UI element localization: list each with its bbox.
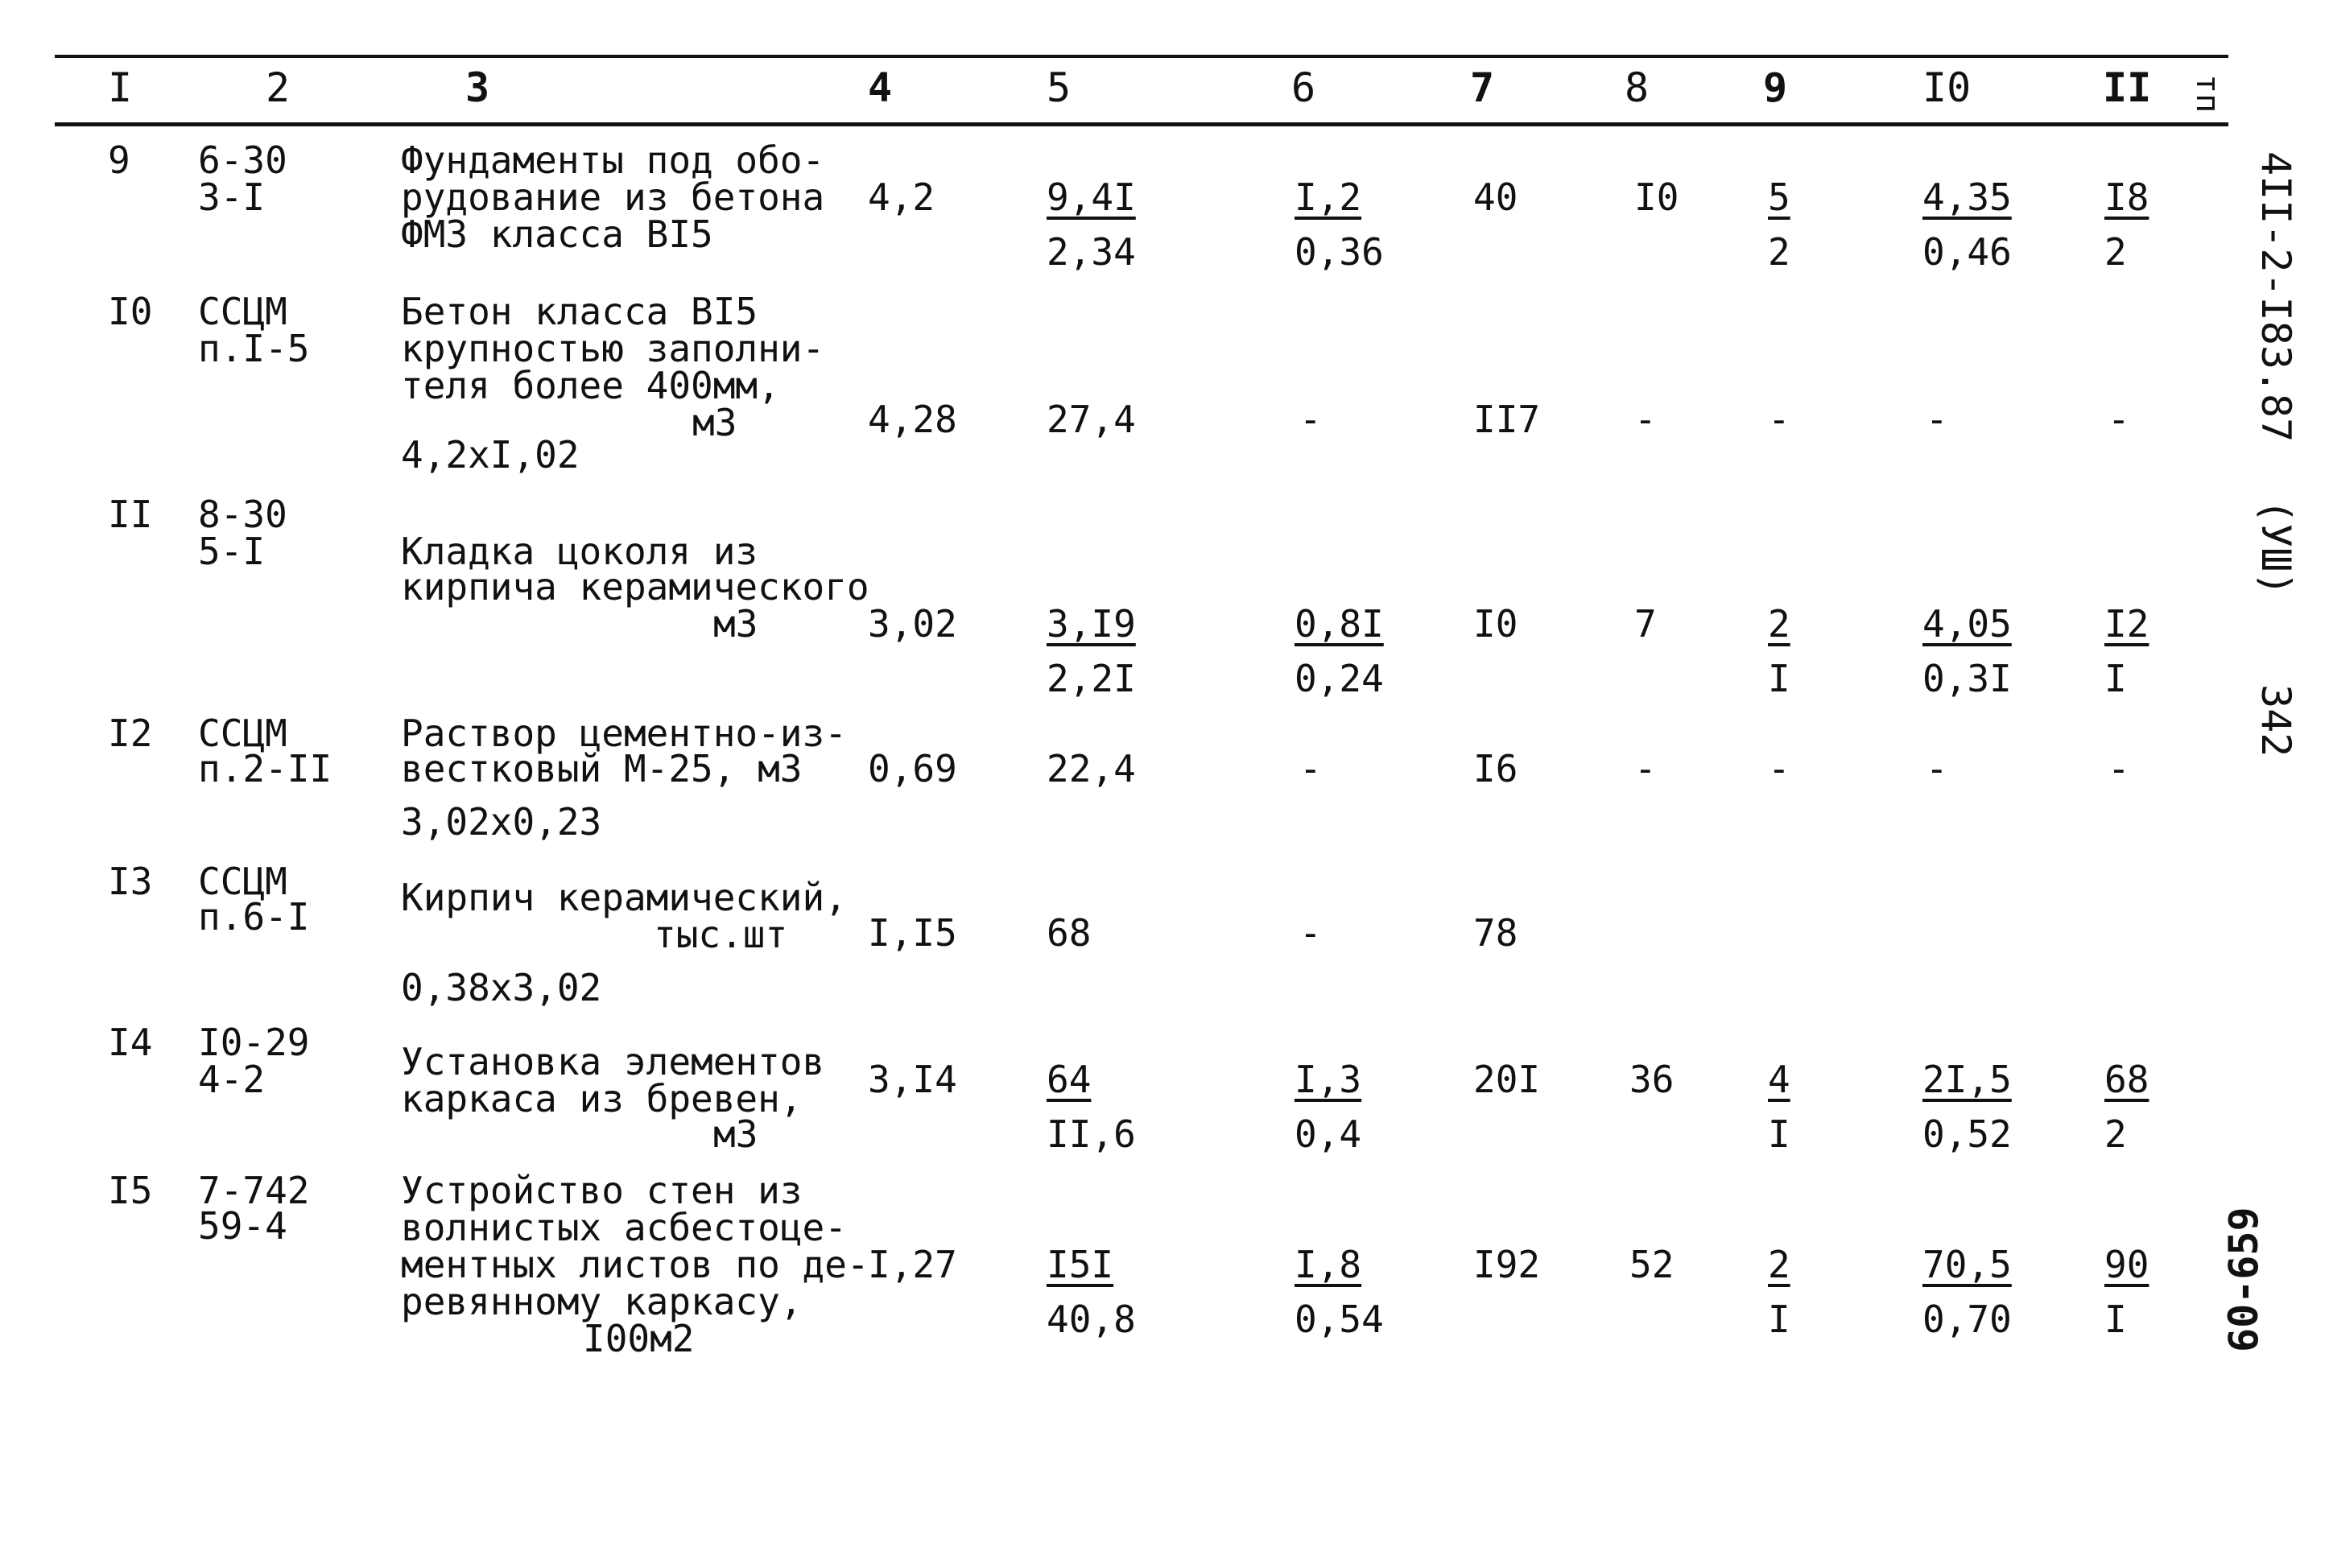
cost-fraction — [1295, 175, 1384, 274]
col9-value: - — [1768, 747, 1790, 790]
norm-code: 7-742 — [198, 1169, 310, 1212]
work-description: вестковый М-25, м3 — [401, 747, 803, 790]
cost-fraction — [1047, 1058, 1136, 1156]
col8-value: - — [1634, 747, 1657, 790]
norm-code: ССЦМ — [198, 712, 287, 755]
cost-bottom: 2 — [2104, 1112, 2127, 1156]
quantity: 4,28 — [868, 398, 957, 441]
quantity: 3,I4 — [868, 1058, 957, 1101]
col-header-3: 3 — [465, 64, 490, 111]
cost-fraction — [1768, 175, 1790, 274]
row-number: I2 — [108, 712, 153, 755]
norm-code: ССЦМ — [198, 290, 287, 333]
cost-bottom: I — [1768, 1298, 1790, 1341]
col5-value: 68 — [1047, 911, 1092, 955]
cost-bottom: 0,54 — [1295, 1298, 1384, 1341]
cost-top: 4,35 — [1922, 175, 2012, 219]
cost-fraction — [1047, 602, 1136, 700]
col7-value: 20I — [1473, 1058, 1541, 1101]
work-description: Устройство стен из — [401, 1169, 803, 1212]
quantity: 0,69 — [868, 747, 957, 790]
cost-top: 2I,5 — [1922, 1058, 2012, 1101]
quantity-calc: 3,02x0,23 — [401, 800, 602, 844]
col-header-10: I0 — [1922, 64, 1972, 111]
cost-top: I8 — [2104, 175, 2149, 219]
cost-top: 64 — [1047, 1058, 1092, 1101]
row-number: I4 — [108, 1021, 153, 1064]
cost-fraction — [2104, 1243, 2149, 1341]
header-top-rule — [55, 55, 2228, 58]
cost-bottom: 0,36 — [1295, 230, 1384, 274]
col-header-2: 2 — [266, 64, 291, 111]
work-unit: м3 — [713, 602, 758, 646]
cost-fraction — [1768, 602, 1790, 700]
col7-value: 78 — [1473, 911, 1518, 955]
work-unit: I00м2 — [583, 1317, 695, 1360]
quantity-calc: 4,2xI,02 — [401, 433, 580, 477]
cost-fraction — [1295, 602, 1384, 700]
quantity: 3,02 — [868, 602, 957, 646]
cost-fraction — [1295, 1058, 1362, 1156]
cost-fraction — [1922, 175, 2012, 274]
norm-code: 6-30 — [198, 138, 287, 182]
norm-code-sub: п.2-II — [198, 747, 332, 790]
cost-bottom: I — [1768, 657, 1790, 700]
work-description: Фундаменты под обо- — [401, 138, 825, 182]
cost-fraction — [1922, 602, 2012, 700]
col7-value: I0 — [1473, 602, 1518, 646]
cost-bottom: 0,4 — [1295, 1112, 1362, 1156]
col7-value: I6 — [1473, 747, 1518, 790]
cost-bottom: 0,52 — [1922, 1112, 2012, 1156]
quantity: 4,2 — [868, 175, 935, 219]
row-number: II — [108, 493, 153, 536]
cost-top: 9,4I — [1047, 175, 1136, 219]
norm-code-sub: 59-4 — [198, 1204, 287, 1248]
col7-value: II7 — [1473, 398, 1541, 441]
cost-top: I2 — [2104, 602, 2149, 646]
row-number: I0 — [108, 290, 153, 333]
row-number: I3 — [108, 860, 153, 903]
quantity-calc: 0,38x3,02 — [401, 966, 602, 1009]
side-volume: (УШ) — [2253, 499, 2299, 596]
row-number: I5 — [108, 1169, 153, 1212]
cost-top: 5 — [1768, 175, 1790, 219]
col7-value: 40 — [1473, 175, 1518, 219]
cost-top: 2 — [1768, 1243, 1790, 1286]
norm-code-sub: 4-2 — [198, 1058, 266, 1101]
col8-value: I0 — [1634, 175, 1679, 219]
work-description: ментных листов по де- — [401, 1243, 869, 1286]
cost-fraction — [1047, 1243, 1136, 1341]
col-header-11: II — [2103, 64, 2152, 111]
col-header-7: 7 — [1470, 64, 1495, 111]
work-unit: м3 — [692, 401, 737, 444]
quantity: I,I5 — [868, 911, 957, 955]
col-header-9: 9 — [1763, 64, 1788, 111]
col10-value: - — [1926, 398, 1948, 441]
side-mark: тп — [2189, 74, 2226, 113]
header-bottom-rule — [55, 122, 2228, 126]
norm-code-sub: п.6-I — [198, 895, 310, 939]
cost-bottom: 0,3I — [1922, 657, 2012, 700]
cost-bottom: 0,70 — [1922, 1298, 2012, 1341]
col-header-6: 6 — [1291, 64, 1316, 111]
cost-fraction — [2104, 1058, 2149, 1156]
cost-fraction — [1922, 1058, 2012, 1156]
col5-value: 27,4 — [1047, 398, 1136, 441]
work-unit: м3 — [713, 1112, 758, 1156]
cost-fraction — [1768, 1058, 1790, 1156]
cost-fraction — [1768, 1243, 1790, 1341]
cost-top: 2 — [1768, 602, 1790, 646]
cost-top: 68 — [2104, 1058, 2149, 1101]
col8-value: 52 — [1629, 1243, 1674, 1286]
col10-value: - — [1926, 747, 1948, 790]
work-description: теля более 400мм, — [401, 364, 780, 407]
col11-value: - — [2108, 747, 2130, 790]
side-document-code: 4II-2-I83.87 — [2253, 151, 2299, 443]
work-unit: тыс.шт — [654, 913, 788, 956]
norm-code: 8-30 — [198, 493, 287, 536]
cost-top: I,3 — [1295, 1058, 1362, 1101]
col-header-5: 5 — [1047, 64, 1072, 111]
cost-bottom: 2 — [1768, 230, 1790, 274]
cost-bottom: I — [2104, 1298, 2127, 1341]
side-sheet-number: 60-659 — [2220, 1207, 2267, 1352]
norm-code-sub: 3-I — [198, 175, 266, 219]
cost-fraction — [1047, 175, 1136, 274]
cost-top: 3,I9 — [1047, 602, 1136, 646]
cost-bottom: 0,46 — [1922, 230, 2012, 274]
work-description: рудование из бетона — [401, 175, 825, 219]
work-description: кирпича керамического — [401, 565, 869, 609]
col8-value: 7 — [1634, 602, 1657, 646]
norm-code-sub: п.I-5 — [198, 327, 310, 370]
cost-bottom: 2 — [2104, 230, 2127, 274]
cost-fraction — [1922, 1243, 2012, 1341]
work-description: ФМЗ класса BI5 — [401, 213, 713, 256]
cost-bottom: I — [2104, 657, 2127, 700]
work-description: Раствор цементно-из- — [401, 712, 847, 755]
col9-value: - — [1768, 398, 1790, 441]
col-header-1: I — [108, 64, 133, 111]
cost-top: I,8 — [1295, 1243, 1362, 1286]
work-description: каркаса из бревен, — [401, 1077, 803, 1120]
cost-bottom: 2,34 — [1047, 230, 1136, 274]
col8-value: - — [1634, 398, 1657, 441]
col-header-8: 8 — [1625, 64, 1650, 111]
col6-value: - — [1299, 747, 1322, 790]
norm-code: I0-29 — [198, 1021, 310, 1064]
quantity: I,27 — [868, 1243, 957, 1286]
cost-bottom: 40,8 — [1047, 1298, 1136, 1341]
work-description: Кирпич керамический, — [401, 876, 847, 919]
col5-value: 22,4 — [1047, 747, 1136, 790]
cost-top: I5I — [1047, 1243, 1114, 1286]
work-description: Установка элементов — [401, 1040, 825, 1083]
col-header-4: 4 — [868, 64, 893, 111]
cost-top: I,2 — [1295, 175, 1362, 219]
col8-value: 36 — [1629, 1058, 1674, 1101]
row-number: 9 — [108, 138, 130, 182]
cost-bottom: 2,2I — [1047, 657, 1136, 700]
work-description: крупностью заполни- — [401, 327, 825, 370]
side-page: 342 — [2253, 684, 2299, 757]
cost-top: 4,05 — [1922, 602, 2012, 646]
col6-value: - — [1299, 911, 1322, 955]
cost-fraction — [1295, 1243, 1384, 1341]
cost-top: 4 — [1768, 1058, 1790, 1101]
work-description: Бетон класса BI5 — [401, 290, 758, 333]
col6-value: - — [1299, 398, 1322, 441]
work-description: волнистых асбестоце- — [401, 1206, 847, 1249]
cost-bottom: I — [1768, 1112, 1790, 1156]
col11-value: - — [2108, 398, 2130, 441]
cost-fraction — [2104, 602, 2149, 700]
cost-top: 0,8I — [1295, 602, 1384, 646]
norm-code: ССЦМ — [198, 860, 287, 903]
work-description: Кладка цоколя из — [401, 530, 758, 573]
work-description: ревянному каркасу, — [401, 1280, 803, 1323]
cost-fraction — [2104, 175, 2149, 274]
cost-top: 90 — [2104, 1243, 2149, 1286]
cost-bottom: 0,24 — [1295, 657, 1384, 700]
cost-bottom: II,6 — [1047, 1112, 1136, 1156]
col7-value: I92 — [1473, 1243, 1541, 1286]
norm-code-sub: 5-I — [198, 530, 266, 573]
cost-top: 70,5 — [1922, 1243, 2012, 1286]
